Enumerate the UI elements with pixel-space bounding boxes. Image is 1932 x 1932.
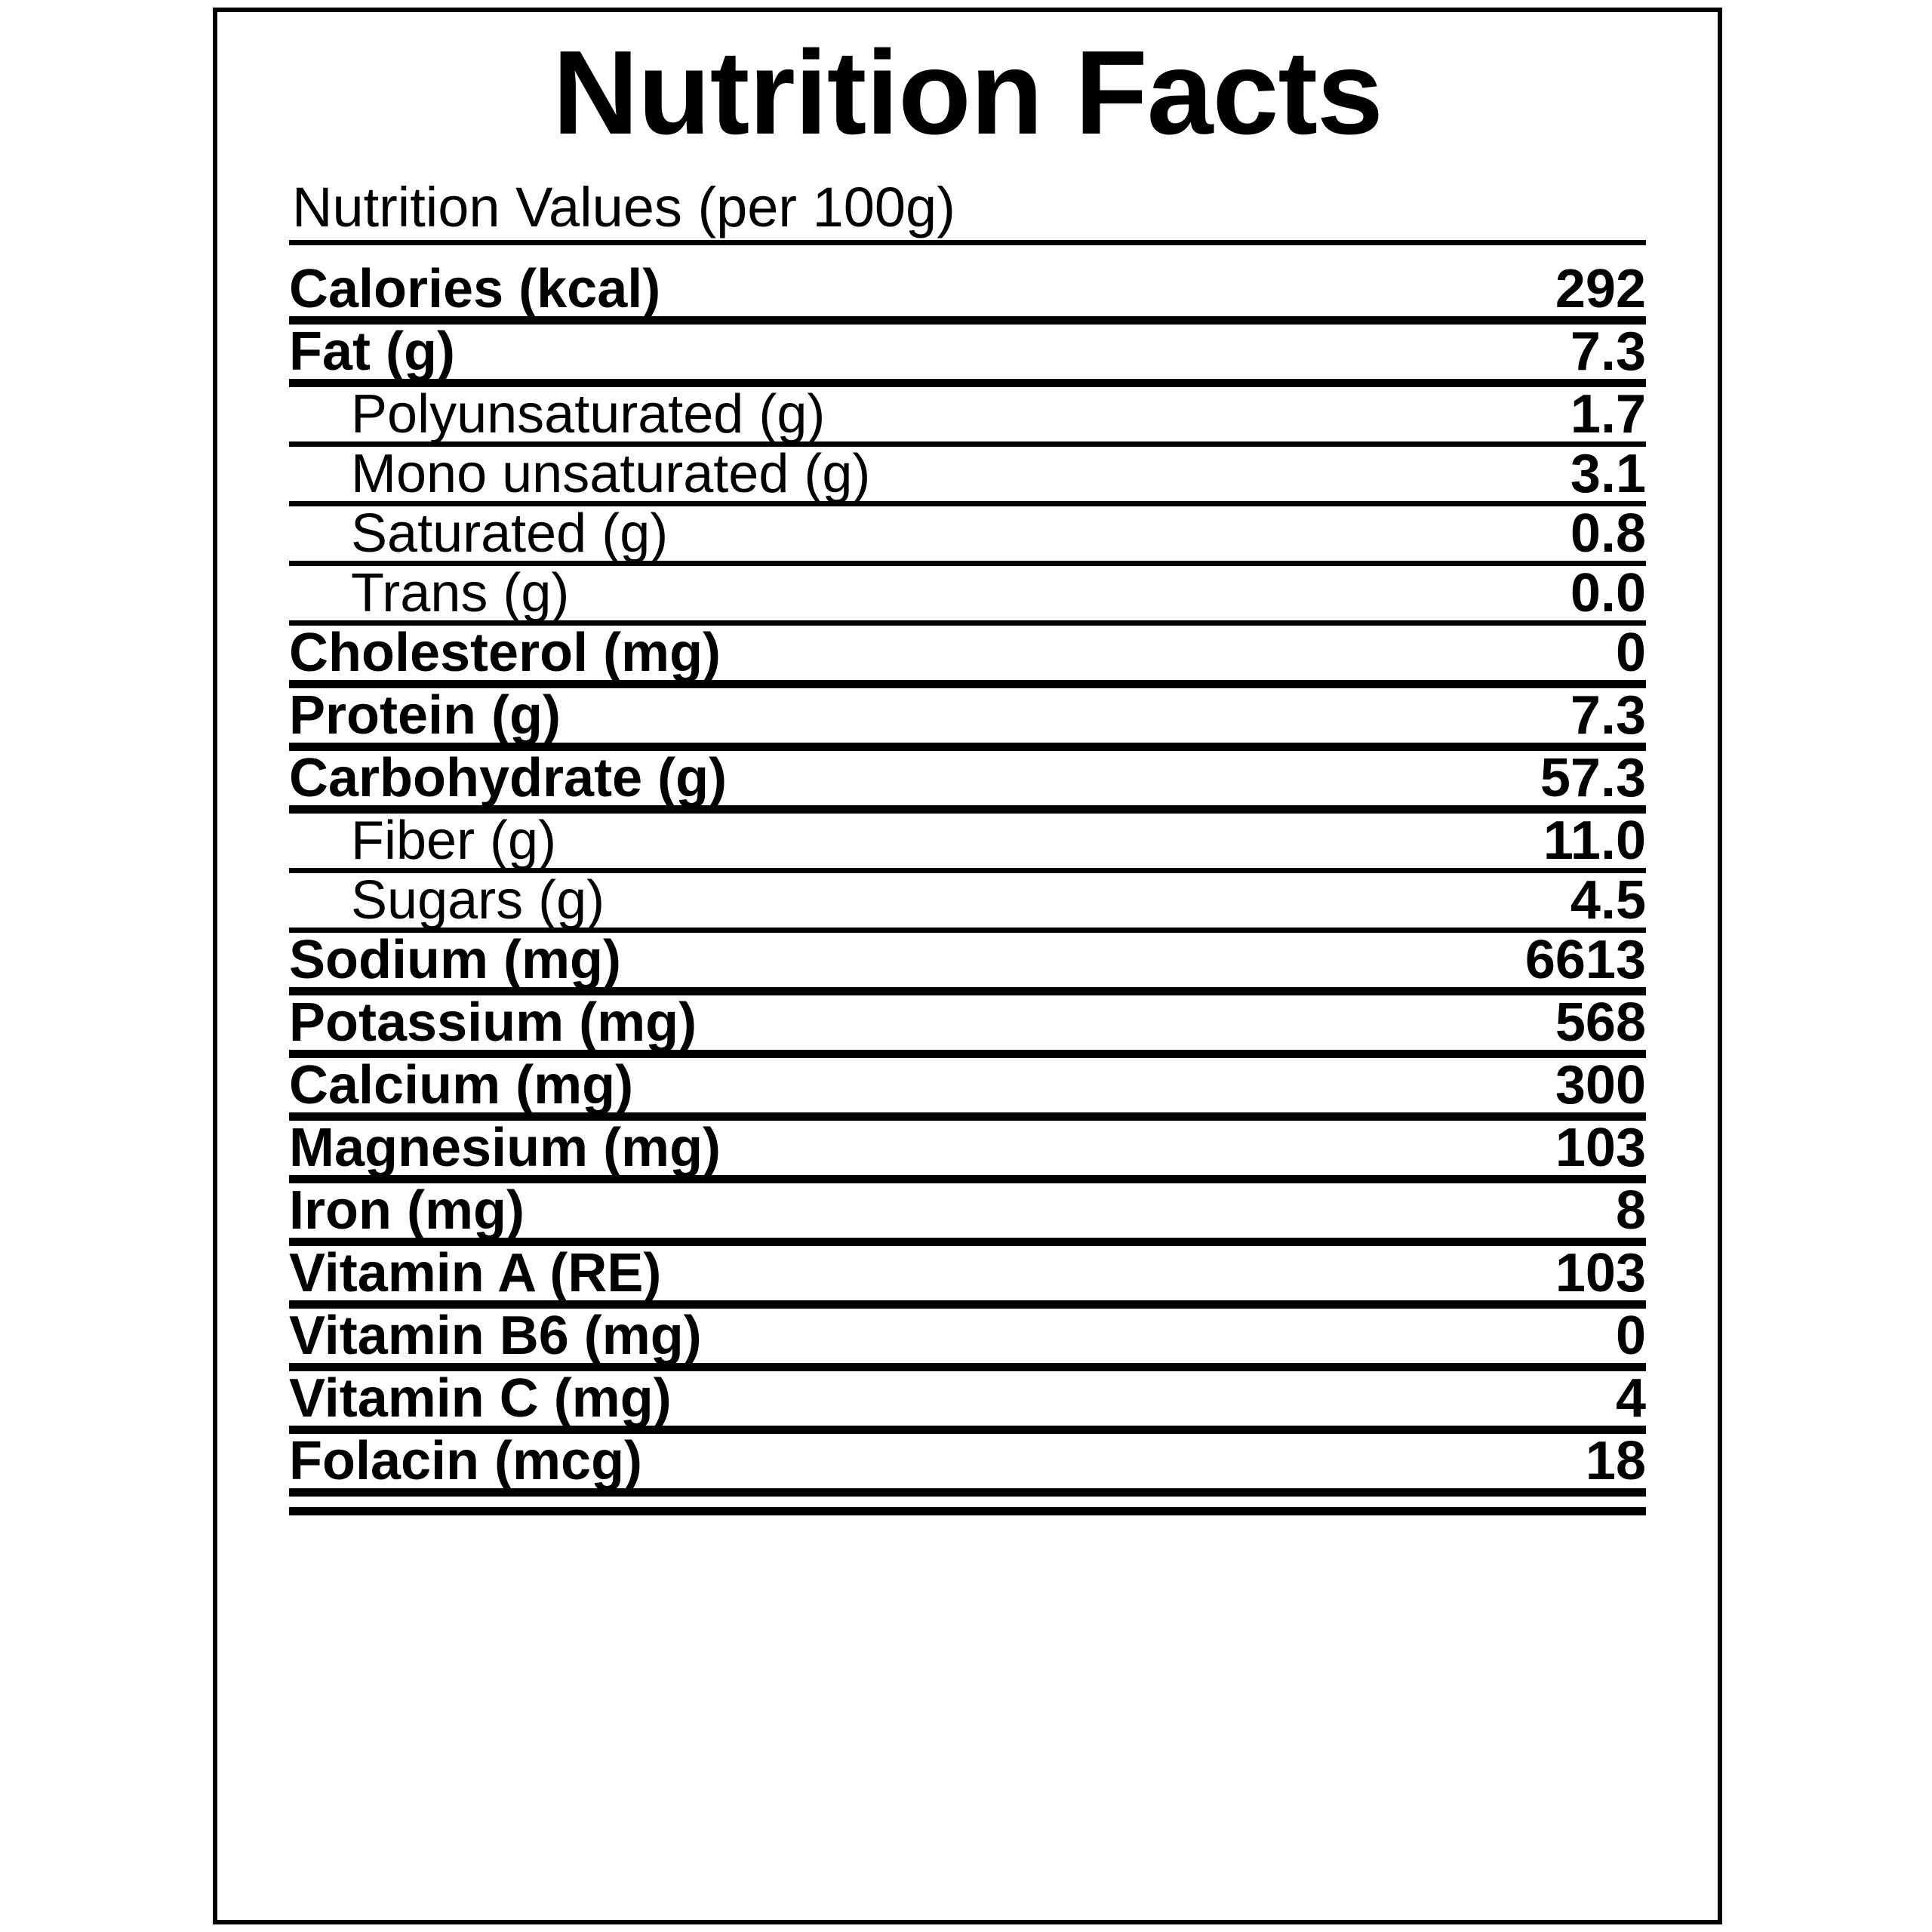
nutrient-value: 0.8 xyxy=(1397,504,1646,564)
table-row xyxy=(289,1054,1646,1117)
nutrient-name: Calories (kcal) xyxy=(289,262,1397,321)
nutrient-value: 103 xyxy=(1397,1117,1646,1180)
nutrient-name: Polyunsaturated (g) xyxy=(289,383,1397,445)
nutrient-value: 7.3 xyxy=(1397,685,1646,747)
table-row xyxy=(289,871,1646,931)
table-row xyxy=(289,262,1646,321)
nutrient-value: 6613 xyxy=(1397,931,1646,992)
table-row xyxy=(289,383,1646,445)
nutrient-value: 4.5 xyxy=(1397,871,1646,931)
nutrient-name: Potassium (mg) xyxy=(289,992,1397,1054)
table-row xyxy=(289,1180,1646,1242)
table-row xyxy=(289,623,1646,685)
nutrient-value: 4 xyxy=(1397,1367,1646,1430)
serving-subtitle: Nutrition Values (per 100g) xyxy=(292,176,955,238)
nutrient-name: Carbohydrate (g) xyxy=(289,747,1397,810)
nutrient-name: Mono unsaturated (g) xyxy=(289,445,1397,504)
footer-divider xyxy=(289,1507,1646,1515)
table-row xyxy=(289,747,1646,810)
nutrient-name: Fat (g) xyxy=(289,321,1397,383)
table-row xyxy=(289,992,1646,1054)
nutrient-value: 568 xyxy=(1397,992,1646,1054)
nutrition-table xyxy=(289,259,1646,1497)
nutrient-name: Vitamin B6 (mg) xyxy=(289,1305,1397,1367)
nutrient-name: Trans (g) xyxy=(289,564,1397,623)
nutrient-value: 57.3 xyxy=(1397,747,1646,810)
table-row xyxy=(289,685,1646,747)
nutrient-name: Protein (g) xyxy=(289,685,1397,747)
nutrient-value: 1.7 xyxy=(1397,383,1646,445)
nutrient-value: 18 xyxy=(1397,1430,1646,1493)
table-row xyxy=(289,931,1646,992)
table-row xyxy=(289,1117,1646,1180)
nutrient-value: 8 xyxy=(1397,1180,1646,1242)
nutrient-name: Sodium (mg) xyxy=(289,931,1397,992)
nutrient-value: 3.1 xyxy=(1397,445,1646,504)
nutrient-name: Saturated (g) xyxy=(289,504,1397,564)
table-row xyxy=(289,504,1646,564)
nutrient-name: Cholesterol (mg) xyxy=(289,623,1397,685)
nutrient-value: 103 xyxy=(1397,1242,1646,1305)
page-title: Nutrition Facts xyxy=(552,26,1383,159)
nutrient-value: 292 xyxy=(1397,262,1646,321)
nutrient-name: Folacin (mcg) xyxy=(289,1430,1397,1493)
header-divider xyxy=(289,240,1646,245)
nutrient-value: 11.0 xyxy=(1397,810,1646,871)
table-row xyxy=(289,564,1646,623)
table-row xyxy=(289,321,1646,383)
table-row xyxy=(289,445,1646,504)
nutrient-value: 300 xyxy=(1397,1054,1646,1117)
nutrient-name: Sugars (g) xyxy=(289,871,1397,931)
nutrient-name: Calcium (mg) xyxy=(289,1054,1397,1117)
table-row xyxy=(289,810,1646,871)
nutrient-value: 0 xyxy=(1397,623,1646,685)
nutrient-value: 0 xyxy=(1397,1305,1646,1367)
nutrient-value: 7.3 xyxy=(1397,321,1646,383)
table-row xyxy=(289,1367,1646,1430)
table-row xyxy=(289,1242,1646,1305)
table-row xyxy=(289,1305,1646,1367)
table-row xyxy=(289,1430,1646,1493)
nutrient-name: Magnesium (mg) xyxy=(289,1117,1397,1180)
nutrient-name: Vitamin A (RE) xyxy=(289,1242,1397,1305)
nutrient-value: 0.0 xyxy=(1397,564,1646,623)
nutrition-facts-panel xyxy=(213,8,1722,1924)
nutrient-name: Vitamin C (mg) xyxy=(289,1367,1397,1430)
nutrient-name: Iron (mg) xyxy=(289,1180,1397,1242)
nutrient-name: Fiber (g) xyxy=(289,810,1397,871)
